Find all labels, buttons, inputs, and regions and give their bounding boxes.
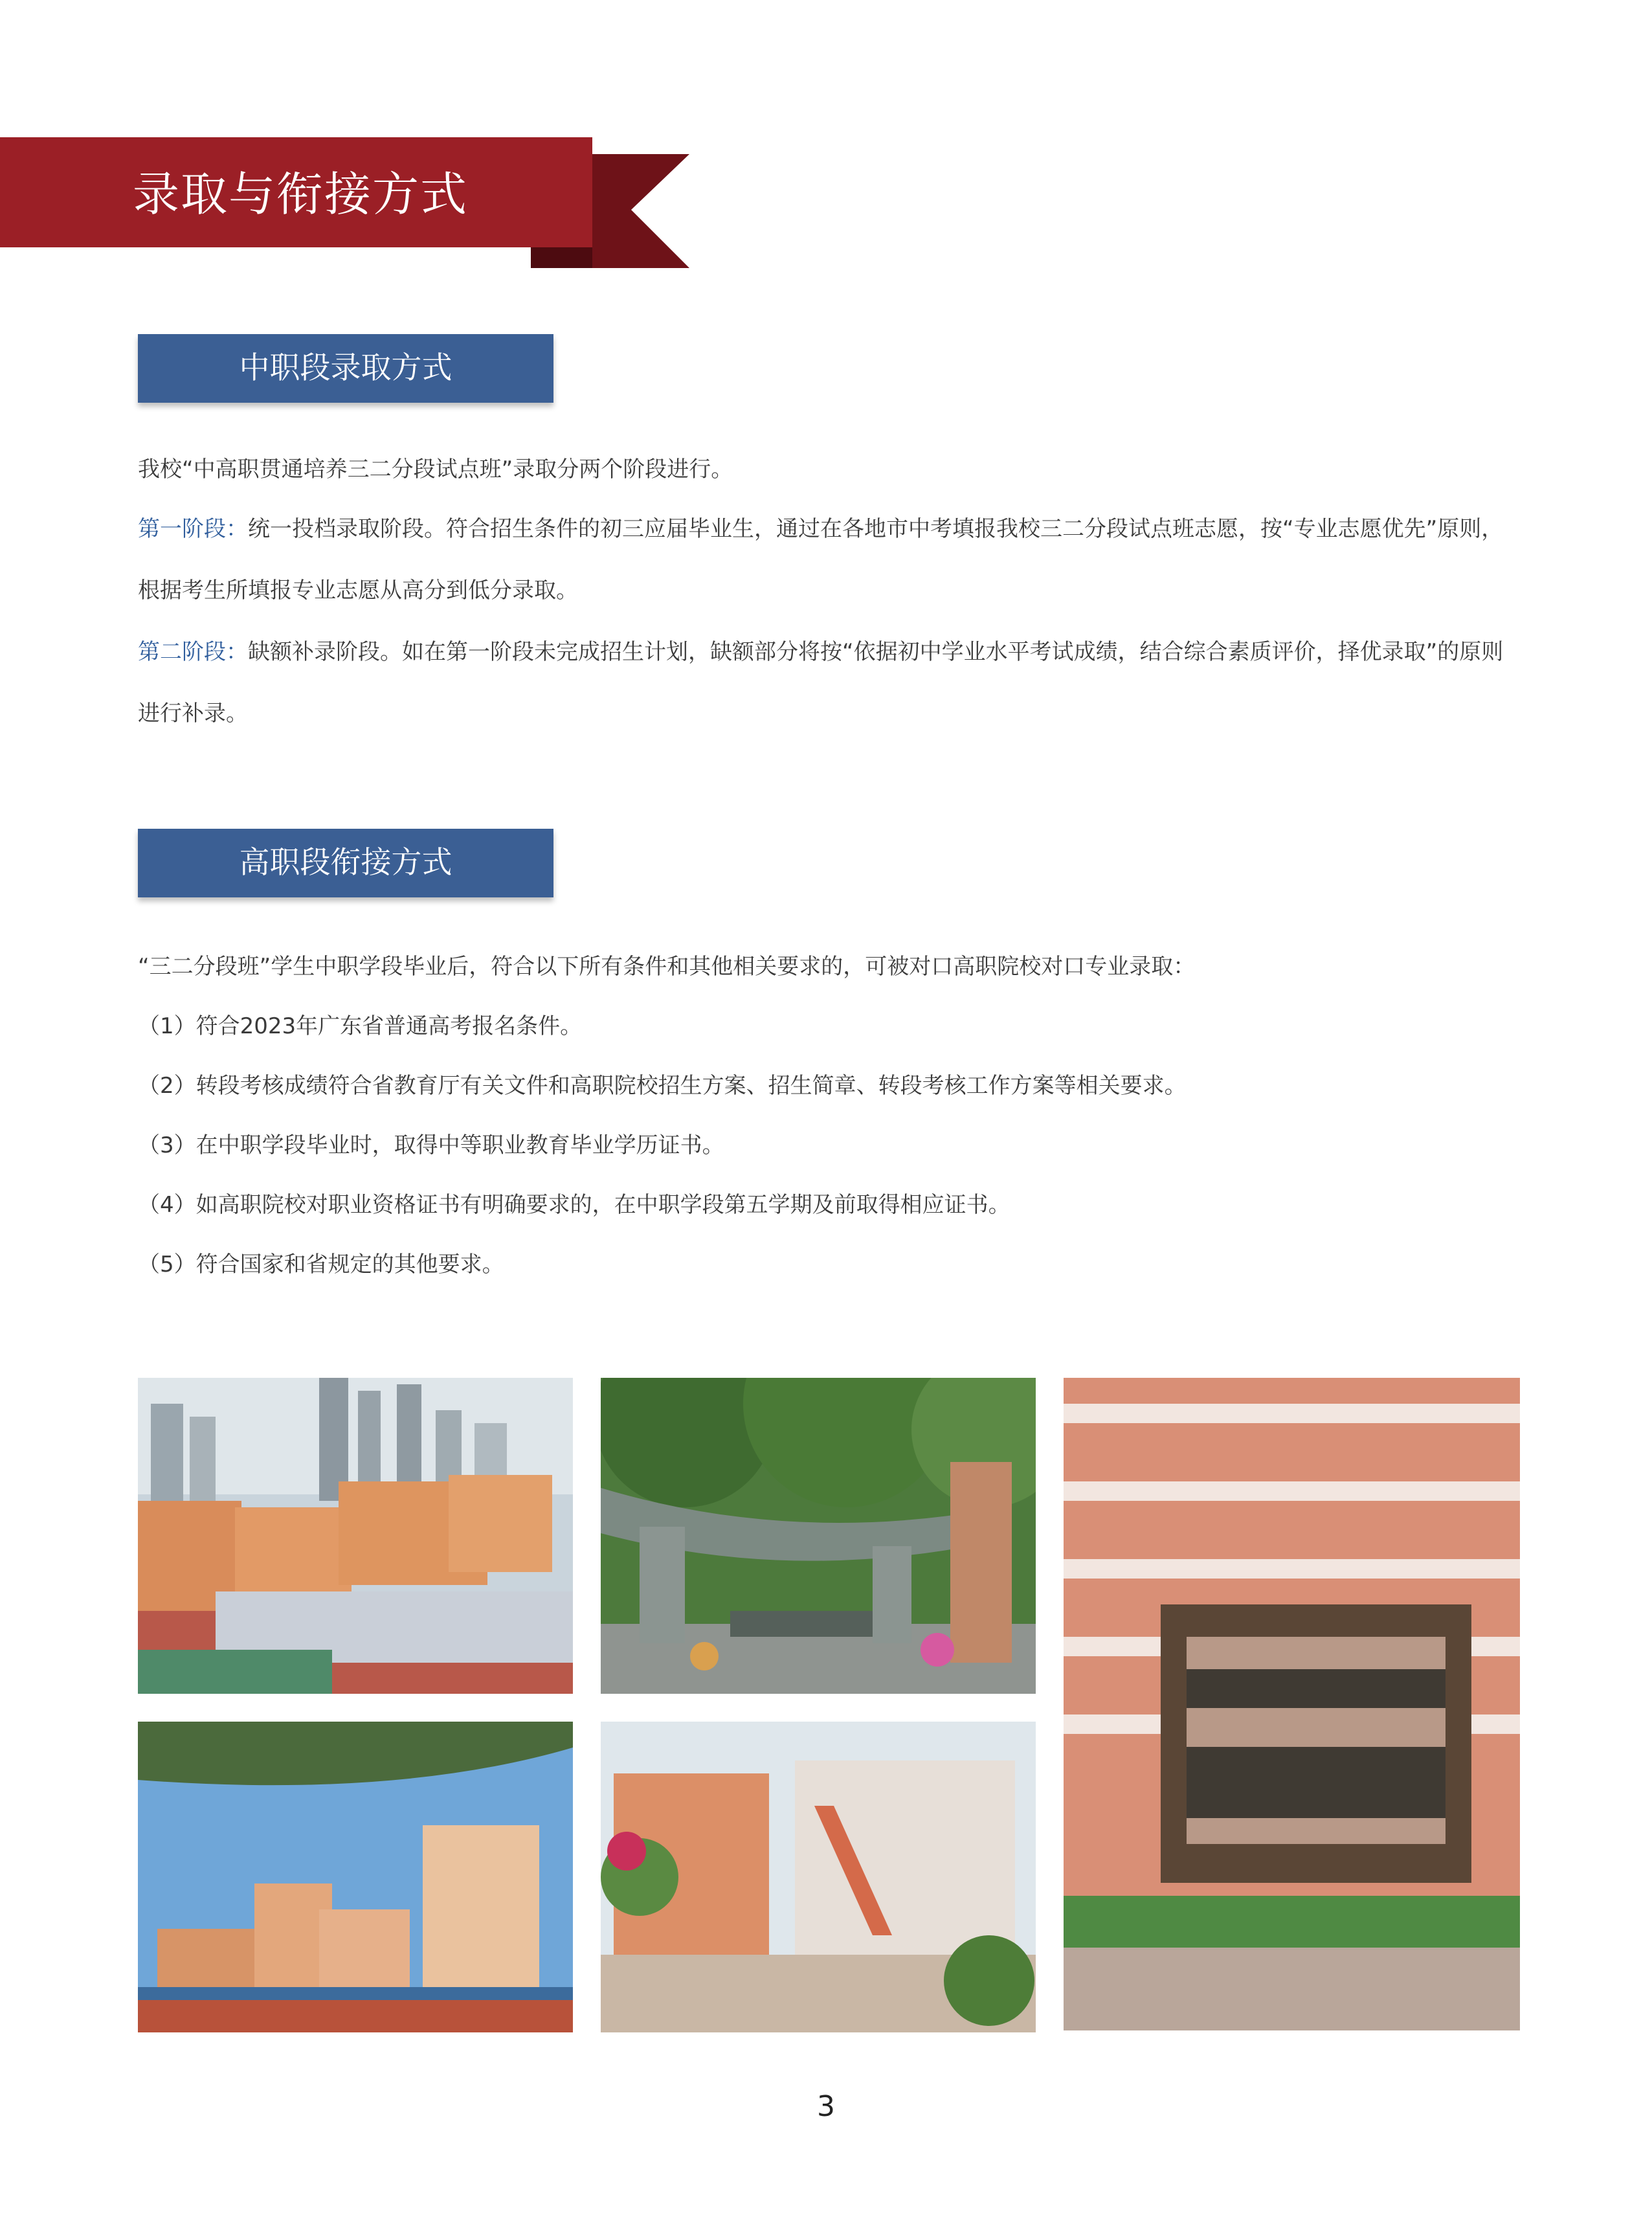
condition-item: （3）在中职学段毕业时，取得中等职业教育毕业学历证书。 [138, 1132, 724, 1158]
stage-one-text: 统一投档录取阶段。符合招生条件的初三应届毕业生，通过在各地市中考填报我校三二分段试点班志愿，按“专业志愿优先”原则，根据考生所填报专业志愿从高分到低分录取。 [138, 516, 1504, 603]
page-title: 录取与衔接方式 [133, 167, 469, 221]
section-heading-admission: 中职段录取方式 [138, 334, 553, 403]
school-gate-photo [601, 1378, 1036, 1694]
stage-two-label: 第二阶段： [138, 639, 248, 665]
transition-intro: “三二分段班”学生中职学段毕业后，符合以下所有条件和其他相关要求的，可被对口高职院校对口专业录取： [138, 954, 1196, 980]
condition-item: （2）转段考核成绩符合省教育厅有关文件和高职院校招生方案、招生简章、转段考核工作方案等相关要求。 [138, 1073, 1187, 1099]
sports-field-photo [138, 1722, 573, 2032]
campus-aerial-photo [138, 1378, 573, 1694]
condition-item: （4）如高职院校对职业资格证书有明确要求的，在中职学段第五学期及前取得相应证书。 [138, 1192, 1010, 1218]
stage-one-paragraph [138, 499, 1520, 622]
condition-item: （5）符合国家和省规定的其他要求。 [138, 1252, 504, 1277]
stage-one-label: 第一阶段： [138, 516, 248, 542]
stage-two-paragraph [138, 622, 1520, 745]
condition-item: （1）符合2023年广东省普通高考报名条件。 [138, 1013, 583, 1039]
abacus-sculpture-photo [1064, 1378, 1520, 2030]
page-number: 3 [817, 2090, 835, 2123]
section-heading-transition: 高职段衔接方式 [138, 829, 553, 897]
stage-two-text: 缺额补录阶段。如在第一阶段未完成招生计划，缺额部分将按“依据初中学业水平考试成绩，结合综合素质评价，择优录取”的原则进行补录。 [138, 639, 1504, 726]
dormitory-buildings-photo [601, 1722, 1036, 2032]
admission-intro: 我校“中高职贯通培养三二分段试点班”录取分两个阶段进行。 [138, 456, 733, 482]
